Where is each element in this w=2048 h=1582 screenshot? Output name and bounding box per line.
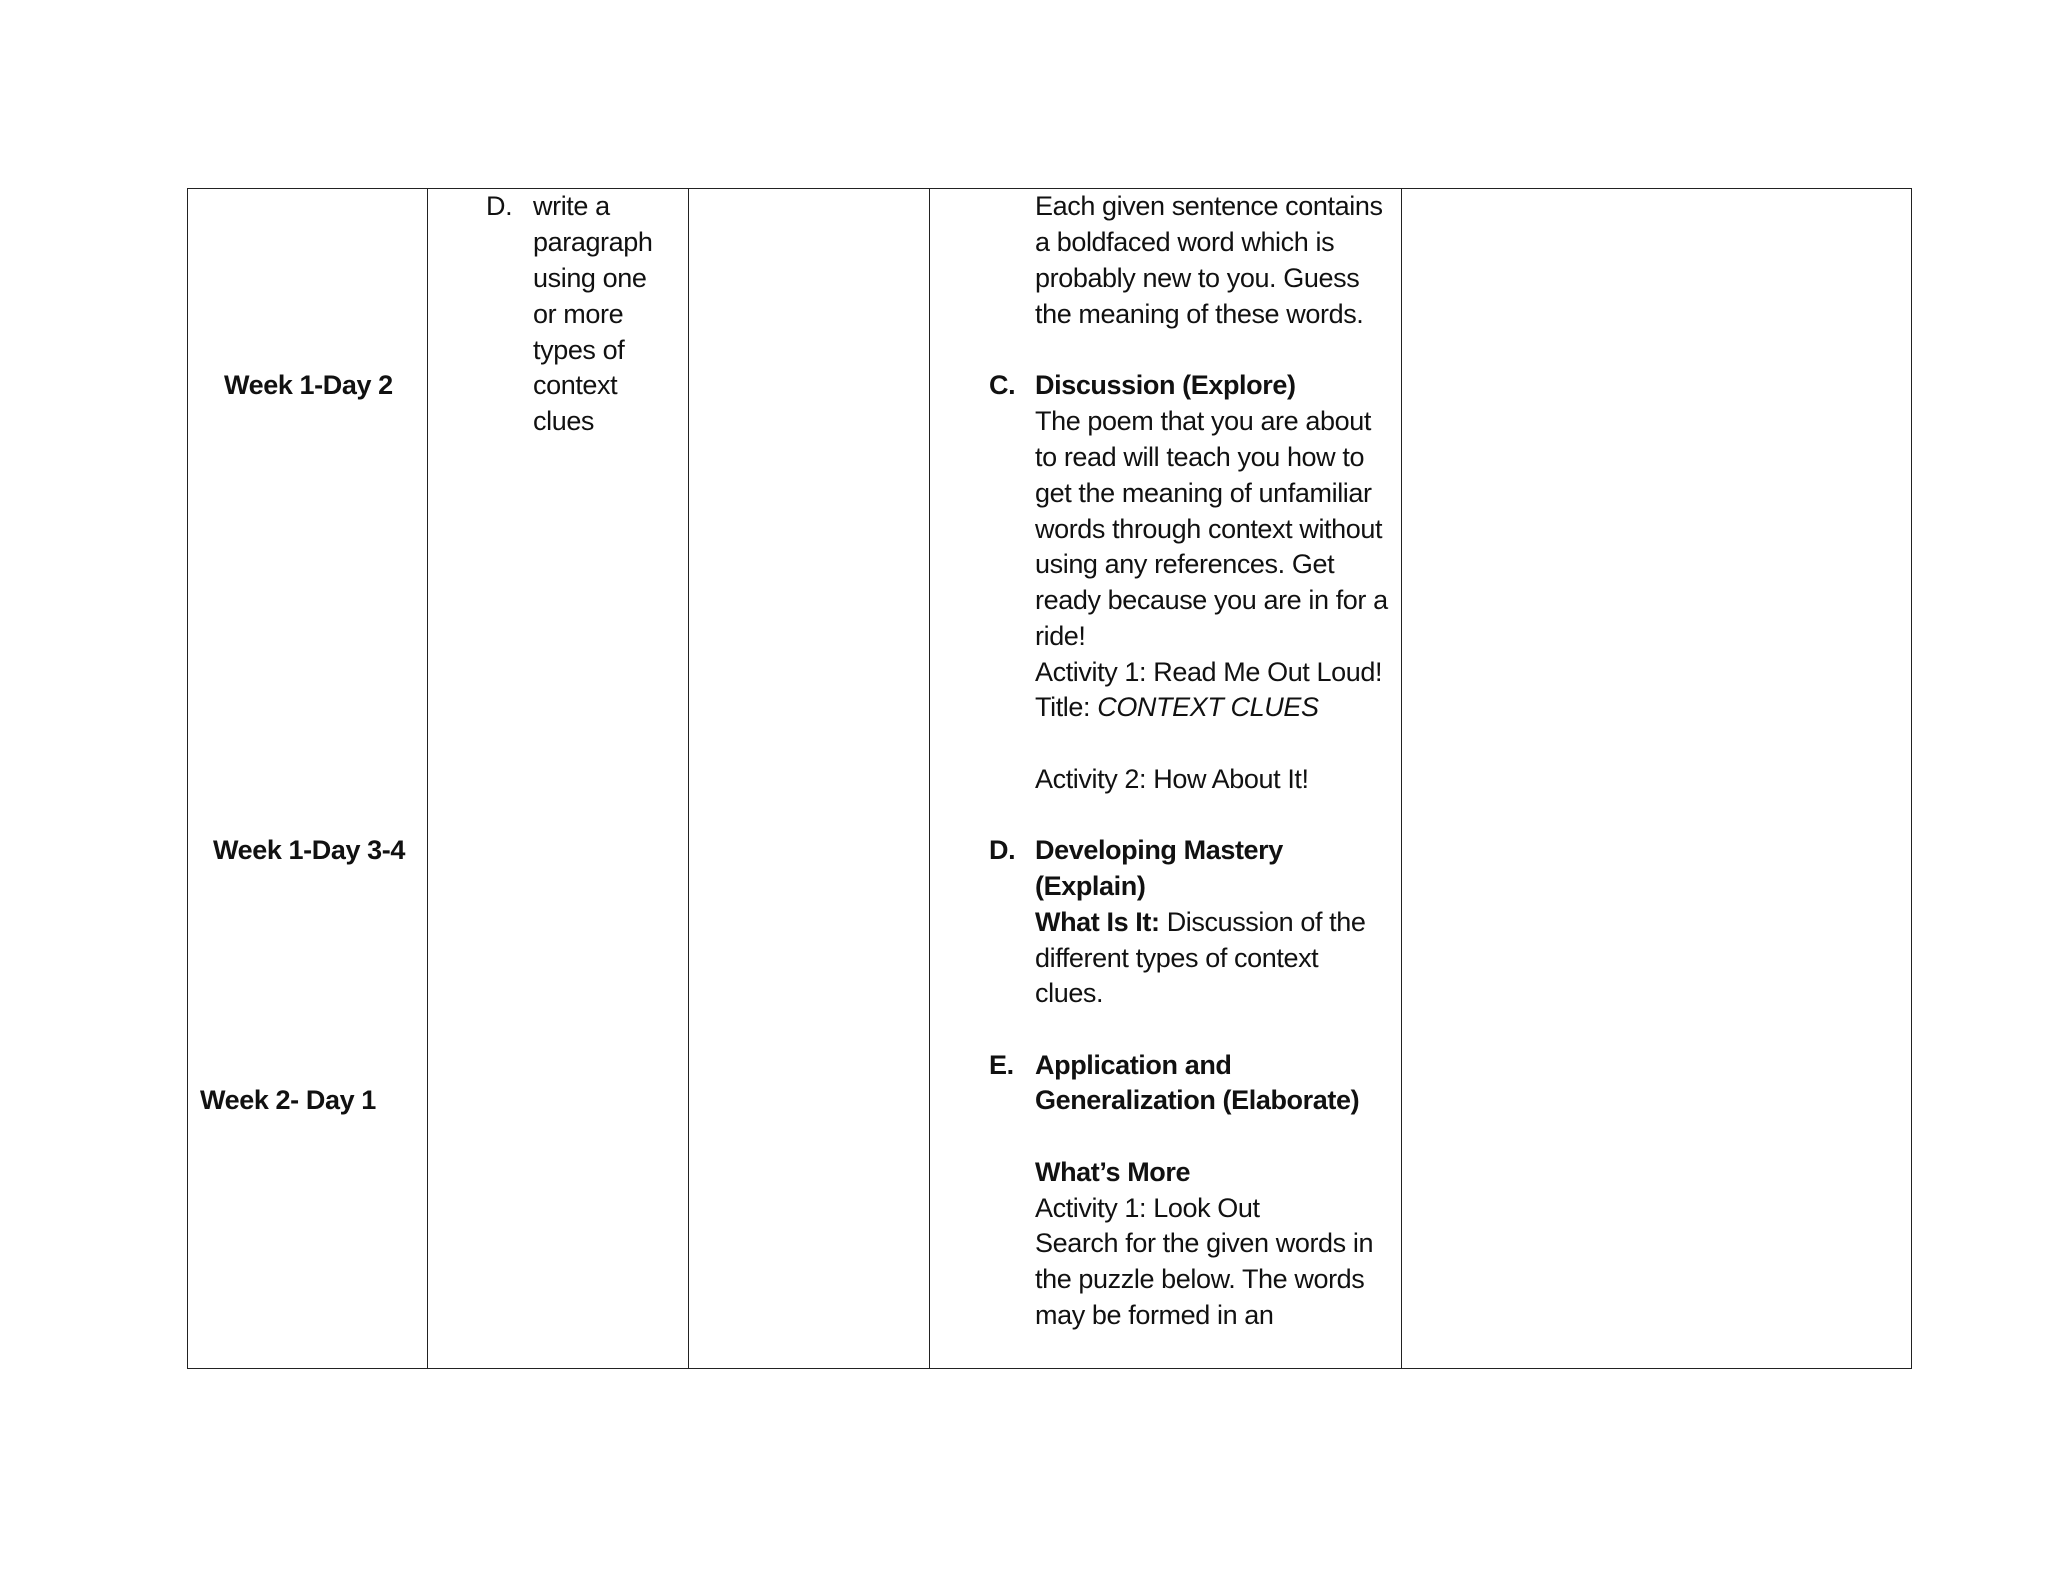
section-e-line: Search for the given words in bbox=[1035, 1228, 1374, 1258]
column-divider-1 bbox=[427, 189, 428, 1368]
what-is-it-text: Discussion of the bbox=[1159, 907, 1366, 937]
objective-line: paragraph bbox=[533, 227, 653, 257]
section-c-line: The poem that you are about bbox=[1035, 406, 1371, 436]
section-d-letter: D. bbox=[989, 835, 1016, 865]
title-value: CONTEXT CLUES bbox=[1097, 692, 1319, 722]
section-c-line: ready because you are in for a bbox=[1035, 585, 1388, 615]
section-c-letter: C. bbox=[989, 370, 1016, 400]
column-divider-3 bbox=[929, 189, 930, 1368]
section-c-line: words through context without bbox=[1035, 514, 1383, 544]
column-divider-4 bbox=[1401, 189, 1402, 1368]
what-is-it-label: What Is It: bbox=[1035, 907, 1160, 937]
intro-line: Each given sentence contains bbox=[1035, 191, 1383, 221]
section-c-activity2: Activity 2: How About It! bbox=[1035, 764, 1309, 794]
intro-line: a boldfaced word which is bbox=[1035, 227, 1335, 257]
section-c-line: ride! bbox=[1035, 621, 1086, 651]
objective-line: or more bbox=[533, 299, 624, 329]
section-d-heading-2: (Explain) bbox=[1035, 871, 1146, 901]
objective-line: types of bbox=[533, 335, 625, 365]
intro-line: probably new to you. Guess bbox=[1035, 263, 1360, 293]
section-c-title-line bbox=[1035, 689, 1319, 725]
section-e-line: the puzzle below. The words bbox=[1035, 1264, 1365, 1294]
section-d-line: clues. bbox=[1035, 978, 1104, 1008]
week-label-w2d1: Week 2- Day 1 bbox=[200, 1085, 376, 1115]
objective-line: context bbox=[533, 370, 618, 400]
section-c-line: Activity 1: Read Me Out Loud! bbox=[1035, 657, 1383, 687]
week-label-w1d2: Week 1-Day 2 bbox=[224, 370, 393, 400]
section-e-line: Activity 1: Look Out bbox=[1035, 1193, 1260, 1223]
week-label-w1d34: Week 1-Day 3-4 bbox=[213, 835, 406, 865]
section-d-line: different types of context bbox=[1035, 943, 1319, 973]
intro-line: the meaning of these words. bbox=[1035, 299, 1364, 329]
section-c-line: using any references. Get bbox=[1035, 549, 1335, 579]
objective-line: clues bbox=[533, 406, 595, 436]
section-c-heading: Discussion (Explore) bbox=[1035, 370, 1296, 400]
section-e-heading: Application and bbox=[1035, 1050, 1232, 1080]
section-d-heading: Developing Mastery bbox=[1035, 835, 1283, 865]
objective-line: write a bbox=[533, 191, 610, 221]
section-e-letter: E. bbox=[989, 1050, 1014, 1080]
section-e-subheading: What’s More bbox=[1035, 1157, 1191, 1187]
section-e-heading-2: Generalization (Elaborate) bbox=[1035, 1085, 1360, 1115]
section-e-line: may be formed in an bbox=[1035, 1300, 1274, 1330]
section-d-what-is-it bbox=[1035, 904, 1366, 940]
column-divider-2 bbox=[688, 189, 689, 1368]
title-label: Title: bbox=[1035, 692, 1098, 722]
section-c-line: get the meaning of unfamiliar bbox=[1035, 478, 1372, 508]
objective-line: using one bbox=[533, 263, 647, 293]
section-c-line: to read will teach you how to bbox=[1035, 442, 1365, 472]
objective-letter: D. bbox=[486, 191, 513, 221]
